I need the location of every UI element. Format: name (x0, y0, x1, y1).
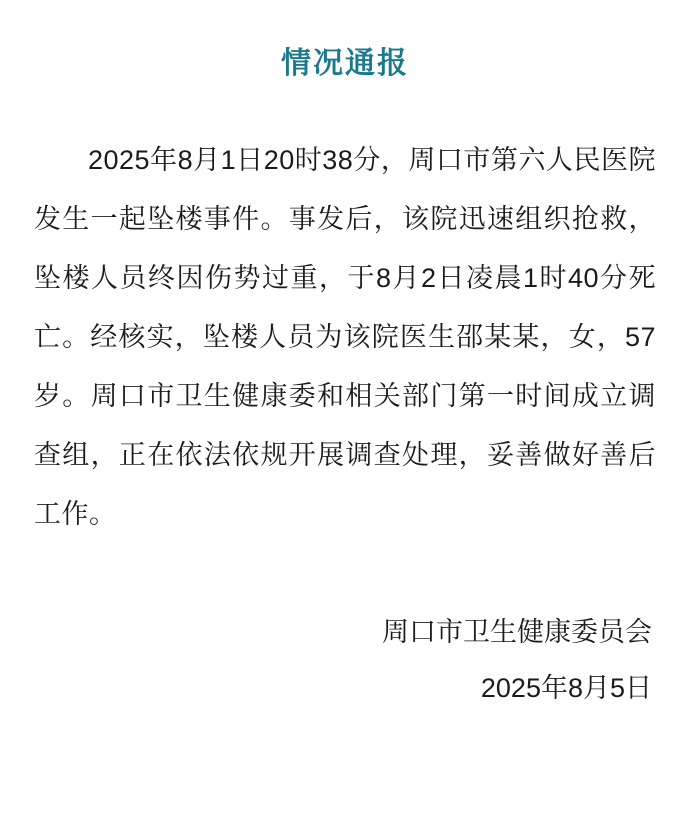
signature-date: 2025年8月5日 (480, 673, 652, 703)
signature-block (34, 604, 656, 716)
signature-organization: 周口市卫生健康委员会 (382, 617, 652, 647)
document-body (34, 131, 656, 544)
body-paragraph: 2025年8月1日20时38分，周口市第六人民医院发生一起坠楼事件。事发后，该院迅速组织抢救，坠楼人员终因伤势过重，于8月2日凌晨1时40分死亡。经核实，坠楼人员为该院医生邵某某，女，57岁。周口市卫生健康委和相关部门第一时间成立调查组，正在依法依规开展调查处理，妥善做好善后工作。 (34, 145, 656, 529)
page-title: 情况通报 (281, 47, 409, 80)
